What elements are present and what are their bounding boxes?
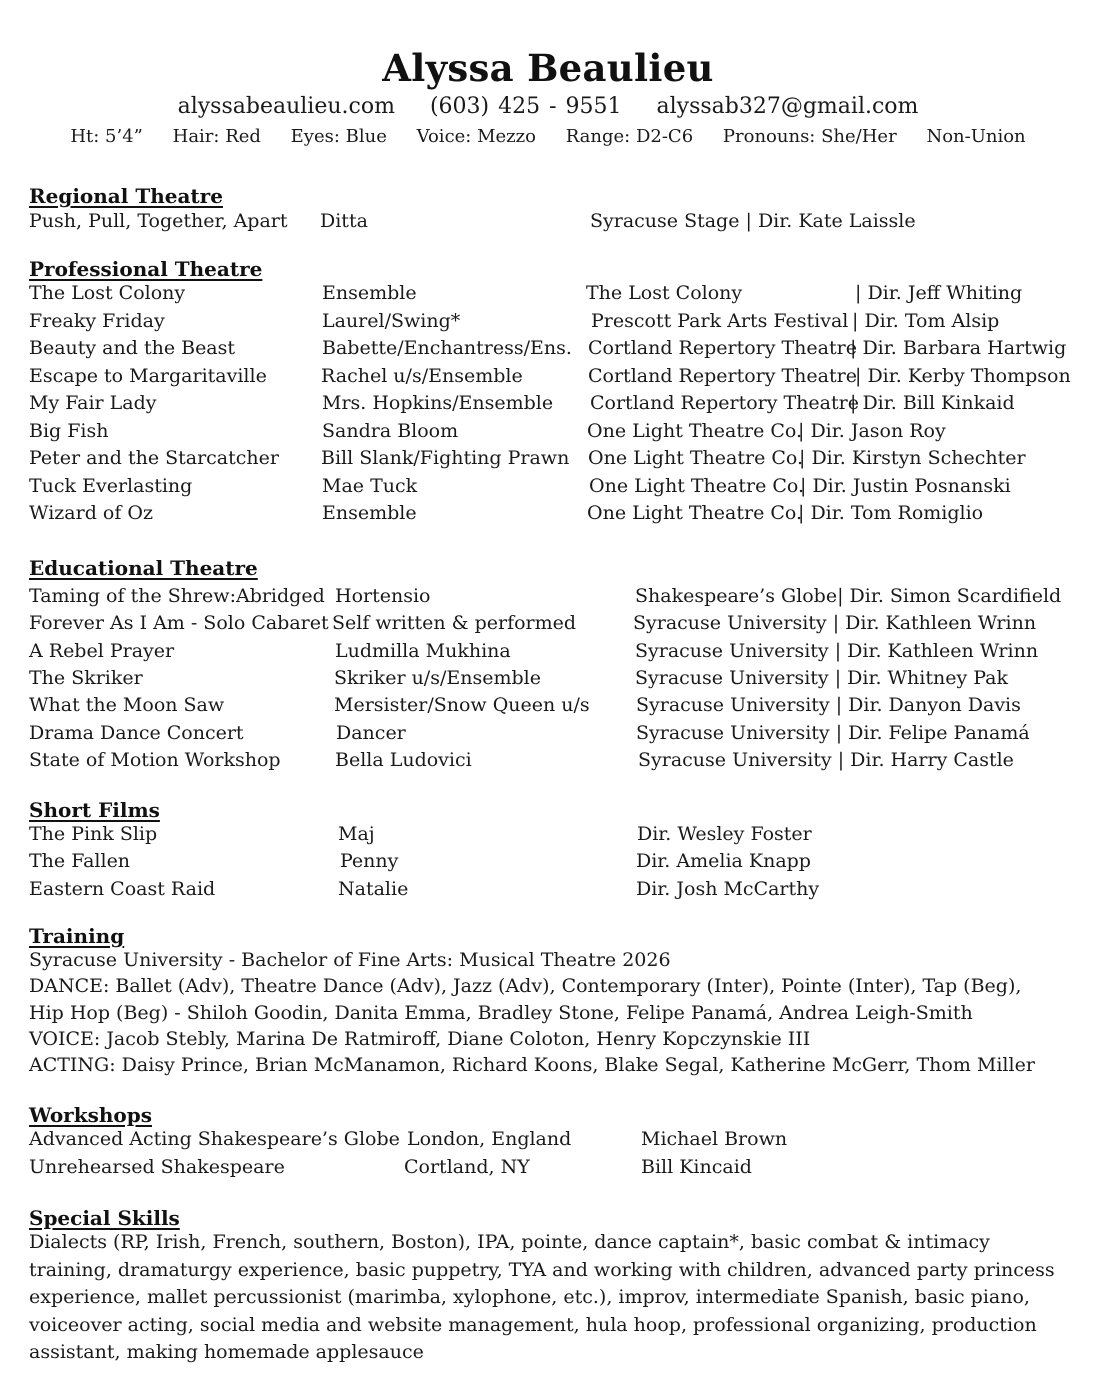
credit-role: Bill Slank/Fighting Prawn	[321, 447, 570, 469]
credit-show: The Fallen	[29, 850, 131, 872]
credit-venue: One Light Theatre Co.	[587, 502, 803, 524]
credit-row	[0, 850, 1096, 876]
workshop-name: Unrehearsed Shakespeare	[29, 1156, 285, 1178]
credit-venue: One Light Theatre Co.	[588, 447, 804, 469]
credit-venue: Dir. Wesley Foster	[637, 823, 812, 845]
credit-venue: Syracuse University | Dir. Kathleen Wrinn	[633, 612, 1037, 634]
section-heading-professional: Professional Theatre	[29, 257, 263, 281]
credit-director: | Dir. Barbara Hartwig	[850, 337, 1067, 359]
credit-show: Forever As I Am - Solo Cabaret	[29, 612, 329, 634]
credit-role: Mrs. Hopkins/Ensemble	[322, 392, 554, 414]
credit-venue: One Light Theatre Co.	[589, 475, 805, 497]
stat-height: Ht: 5’4”	[70, 126, 143, 147]
section-heading-regional: Regional Theatre	[29, 184, 223, 208]
workshop-location: Cortland, NY	[404, 1156, 530, 1178]
credit-venue: Syracuse University | Dir. Felipe Panamá	[636, 722, 1030, 744]
section-heading-educational: Educational Theatre	[29, 556, 258, 580]
workshop-instructor: Bill Kincaid	[641, 1156, 752, 1178]
credit-role: Babette/Enchantress/Ens.	[322, 337, 572, 359]
credit-row	[0, 502, 1096, 528]
credit-row	[0, 585, 1096, 611]
credit-role: Sandra Bloom	[322, 420, 459, 442]
credit-row	[0, 475, 1096, 501]
credit-role: Ensemble	[322, 502, 417, 524]
credit-show: Big Fish	[29, 420, 109, 442]
credit-show: What the Moon Saw	[29, 694, 225, 716]
skills-paragraph: Dialects (RP, Irish, French, southern, Boston), IPA, pointe, dance captain*, basic combat & intimacy training, dramaturgy experience, basic puppetry, TYA and working with children, advanced party princess experience, mallet percussionist (marimba, xylophone, etc.), improv, intermediate Spanish, basic piano, voiceover acting, social media and website management, hula hoop, professional organizing, production assistant, making homemade applesauce	[29, 1231, 1055, 1363]
credit-show: Tuck Everlasting	[29, 475, 193, 497]
credit-role: Ensemble	[322, 282, 417, 304]
stat-range: Range: D2-C6	[565, 126, 694, 147]
credit-role: Laurel/Swing*	[322, 310, 461, 332]
credit-show: The Skriker	[29, 667, 143, 689]
credit-venue: Syracuse University | Dir. Whitney Pak	[635, 667, 1009, 689]
credit-show: The Lost Colony	[29, 282, 186, 304]
training-line: VOICE: Jacob Stebly, Marina De Ratmiroff, Diane Coloton, Henry Kopczynskie III	[29, 1028, 811, 1050]
credit-row	[0, 667, 1096, 693]
credit-role: Mersister/Snow Queen u/s	[334, 694, 590, 716]
credit-show: The Pink Slip	[29, 823, 158, 845]
credit-row	[0, 337, 1096, 363]
workshop-row	[0, 1156, 1096, 1182]
credit-role: Skriker u/s/Ensemble	[334, 667, 541, 689]
credit-director: | Dir. Jeff Whiting	[855, 282, 1023, 304]
credit-role: Natalie	[338, 878, 409, 900]
credit-show: Push, Pull, Together, Apart	[29, 210, 288, 232]
section-heading-films: Short Films	[29, 798, 160, 822]
credit-row	[0, 722, 1096, 748]
credit-role: Bella Ludovici	[335, 749, 472, 771]
credit-show: Wizard of Oz	[29, 502, 153, 524]
credit-show: Escape to Margaritaville	[29, 365, 267, 387]
training-line: ACTING: Daisy Prince, Brian McManamon, Richard Koons, Blake Segal, Katherine McGerr, Thom Miller	[29, 1054, 1035, 1076]
credit-director: | Dir. Bill Kinkaid	[850, 392, 1015, 414]
credit-venue: Syracuse Stage | Dir. Kate Laissle	[590, 210, 916, 232]
workshop-name: Advanced Acting Shakespeare’s Globe	[29, 1128, 400, 1150]
credit-row	[0, 282, 1096, 308]
resume-name: Alyssa Beaulieu	[382, 46, 714, 90]
training-line: Hip Hop (Beg) - Shiloh Goodin, Danita Emma, Bradley Stone, Felipe Panamá, Andrea Leigh-Smith	[29, 1002, 973, 1024]
section-heading-workshops: Workshops	[29, 1103, 152, 1127]
credit-show: State of Motion Workshop	[29, 749, 281, 771]
credit-venue: Prescott Park Arts Festival	[591, 310, 849, 332]
credit-venue: Syracuse University | Dir. Harry Castle	[638, 749, 1014, 771]
credit-row	[0, 640, 1096, 666]
credit-director: | Dir. Tom Romiglio	[798, 502, 984, 524]
credit-show: Taming of the Shrew:Abridged	[29, 585, 325, 607]
credit-show: Peter and the Starcatcher	[29, 447, 279, 469]
credit-venue: One Light Theatre Co.	[587, 420, 803, 442]
stat-hair: Hair: Red	[172, 126, 261, 147]
workshop-row	[0, 1128, 1096, 1154]
credit-venue: Syracuse University | Dir. Kathleen Wrinn	[635, 640, 1039, 662]
credit-role: Mae Tuck	[322, 475, 418, 497]
stats-line	[0, 126, 1096, 147]
credit-show: Freaky Friday	[29, 310, 165, 332]
credit-role: Maj	[338, 823, 375, 845]
credit-row	[0, 694, 1096, 720]
credit-role: Ditta	[320, 210, 368, 232]
credit-venue: Dir. Amelia Knapp	[636, 850, 811, 872]
credit-venue: Dir. Josh McCarthy	[636, 878, 820, 900]
credit-director: | Dir. Justin Posnanski	[800, 475, 1011, 497]
stat-pronouns: Pronouns: She/Her	[722, 126, 897, 147]
credit-venue: Cortland Repertory Theatre	[588, 365, 857, 387]
credit-venue: Cortland Repertory Theatre	[590, 392, 859, 414]
credit-show: Drama Dance Concert	[29, 722, 244, 744]
credit-director: | Dir. Kerby Thompson	[855, 365, 1071, 387]
credit-row	[0, 392, 1096, 418]
section-heading-training: Training	[29, 924, 125, 948]
credit-show: Eastern Coast Raid	[29, 878, 216, 900]
credit-row	[0, 878, 1096, 904]
contact-line	[0, 94, 1096, 119]
credit-director: | Dir. Jason Roy	[798, 420, 946, 442]
credit-row	[0, 210, 1096, 236]
phone-text: (603) 425 - 9551	[429, 94, 622, 119]
email-text: alyssab327@gmail.com	[656, 94, 919, 119]
stat-voice: Voice: Mezzo	[416, 126, 536, 147]
section-heading-skills: Special Skills	[29, 1206, 180, 1230]
credit-row	[0, 823, 1096, 849]
workshop-location: London, England	[407, 1128, 572, 1150]
credit-show: A Rebel Prayer	[29, 640, 175, 662]
credit-row	[0, 365, 1096, 391]
training-line: Syracuse University - Bachelor of Fine Arts: Musical Theatre 2026	[29, 949, 671, 971]
credit-role: Rachel u/s/Ensemble	[321, 365, 523, 387]
credit-show: My Fair Lady	[29, 392, 157, 414]
credit-role: Penny	[340, 850, 399, 872]
credit-venue: Cortland Repertory Theatre	[588, 337, 857, 359]
website-text: alyssabeaulieu.com	[177, 94, 395, 119]
credit-venue: The Lost Colony	[586, 282, 743, 304]
credit-row	[0, 310, 1096, 336]
credit-director: | Dir. Tom Alsip	[852, 310, 1000, 332]
credit-row	[0, 420, 1096, 446]
stat-union: Non-Union	[926, 126, 1026, 147]
credit-venue: Syracuse University | Dir. Danyon Davis	[636, 694, 1021, 716]
credit-director: | Dir. Kirstyn Schechter	[799, 447, 1026, 469]
credit-venue: Shakespeare’s Globe| Dir. Simon Scardifield	[635, 585, 1062, 607]
credit-show: Beauty and the Beast	[29, 337, 236, 359]
credit-role: Dancer	[336, 722, 406, 744]
credit-role: Hortensio	[335, 585, 431, 607]
workshop-instructor: Michael Brown	[641, 1128, 788, 1150]
credit-row	[0, 749, 1096, 775]
credit-row	[0, 447, 1096, 473]
credit-role: Ludmilla Mukhina	[335, 640, 511, 662]
credit-row	[0, 612, 1096, 638]
stat-eyes: Eyes: Blue	[290, 126, 387, 147]
training-line: DANCE: Ballet (Adv), Theatre Dance (Adv), Jazz (Adv), Contemporary (Inter), Pointe (Inter), Tap (Beg),	[29, 975, 1022, 997]
credit-role: Self written & performed	[332, 612, 577, 634]
